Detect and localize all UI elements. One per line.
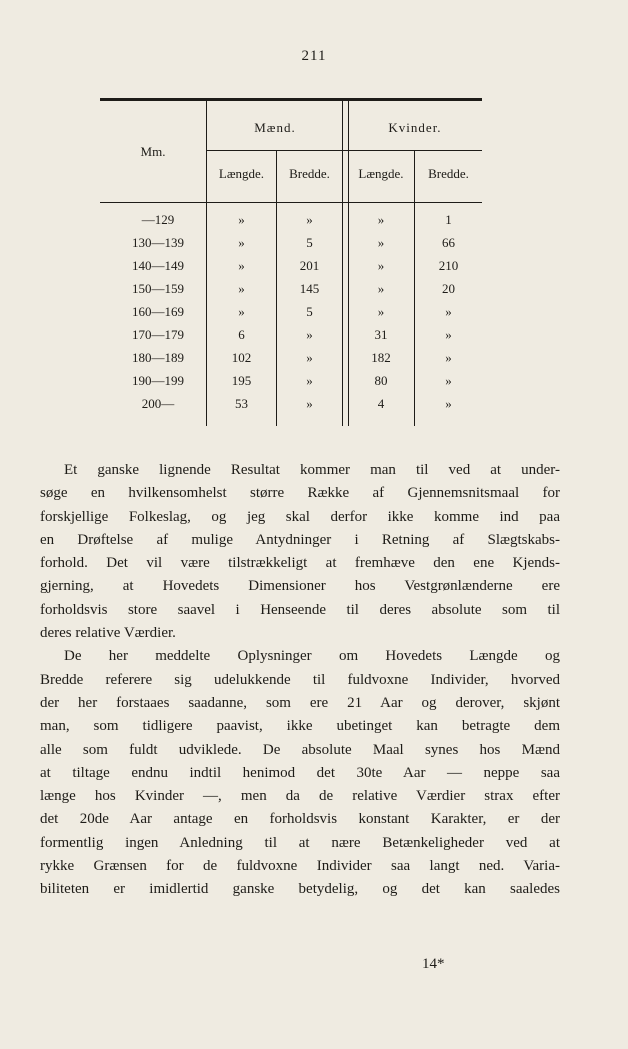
- text-line: længe hos Kvinder —, men da de relative Værdier strax efter: [40, 788, 560, 805]
- text-line: gjerning, at Hovedets Dimensioner hos Vestgrønlænderne ere: [40, 578, 560, 595]
- text-line: rykke Grænsen for de fuldvoxne Individer saa langt ned. Varia-: [40, 858, 560, 875]
- text-line: der her forstaaes saadanne, som ere 21 Aar og derover, skjønt: [40, 694, 560, 711]
- text-line: Bredde referere sig udelukkende til fuldvoxne Individer, hvorved: [40, 671, 560, 688]
- text-line: De her meddelte Oplysninger om Hovedets Længde og: [64, 648, 560, 665]
- header-men: Mænd.: [254, 120, 296, 135]
- paragraph-1: [40, 459, 560, 645]
- text-line: man, som tidligere paavist, ikke ubetinget kan betragte dem: [40, 718, 560, 735]
- text-line: det 20de Aar antage en forholdsvis konstant Karakter, er der: [40, 811, 560, 828]
- signature-mark: 14*: [422, 956, 445, 972]
- measurement-table: Mm. Mænd. Kvinder. Længde. Bredde. Længde. Bredde. —129 » » » 1 130—139 » 5 » 66 140—149 » 201 » 210 150—159 » 145 » 20 160—169 » 5 » » 170—179 6 » 31 » 180—189 102 » 182 » 190—199 195 » 80 » 200— 53 » 4 »: [100, 98, 482, 426]
- header-men-length: Længde.: [218, 166, 265, 181]
- text-line: formentlig ingen Anledning til at nære Betænkeligheder ved at: [40, 834, 560, 851]
- text-line: at tiltage endnu indtil henimod det 30te Aar — neppe saa: [40, 764, 560, 781]
- text-line: Et ganske lignende Resultat kommer man til ved at under-: [64, 462, 560, 478]
- header-women-width: Bredde.: [428, 166, 469, 181]
- page-number: 211: [301, 48, 327, 64]
- table-top-rule: [100, 98, 482, 101]
- text-line: en Drøftelse af mulige Antydninger i Retning af Slægtskabs-: [40, 531, 560, 548]
- body-text: [40, 459, 560, 902]
- text-line: deres relative Værdier.: [40, 625, 176, 642]
- text-line: forhold. Det vil være tilstrækkeligt at fremhæve den ene Kjends-: [40, 555, 560, 572]
- text-line: biliteten er imidlertid ganske betydelig, og det kan saaledes: [40, 881, 560, 898]
- header-women: Kvinder.: [388, 120, 442, 135]
- table-header-rule: [100, 202, 482, 203]
- header-mm: Mm.: [140, 144, 166, 159]
- paragraph-2: [40, 645, 560, 901]
- text-line: forskjellige Folkeslag, og jeg skal derfor ikke komme ind paa: [40, 508, 560, 525]
- header-women-length: Længde.: [358, 166, 404, 181]
- text-line: forholdsvis store saavel i Henseende til deres absolute som til: [40, 601, 560, 618]
- text-line: alle som fuldt udviklede. De absolute Maal synes hos Mænd: [40, 741, 560, 758]
- text-line: søge en hvilkensomhelst større Række af Gjennemsnitsmaal for: [40, 485, 560, 502]
- header-men-width: Bredde.: [289, 166, 330, 181]
